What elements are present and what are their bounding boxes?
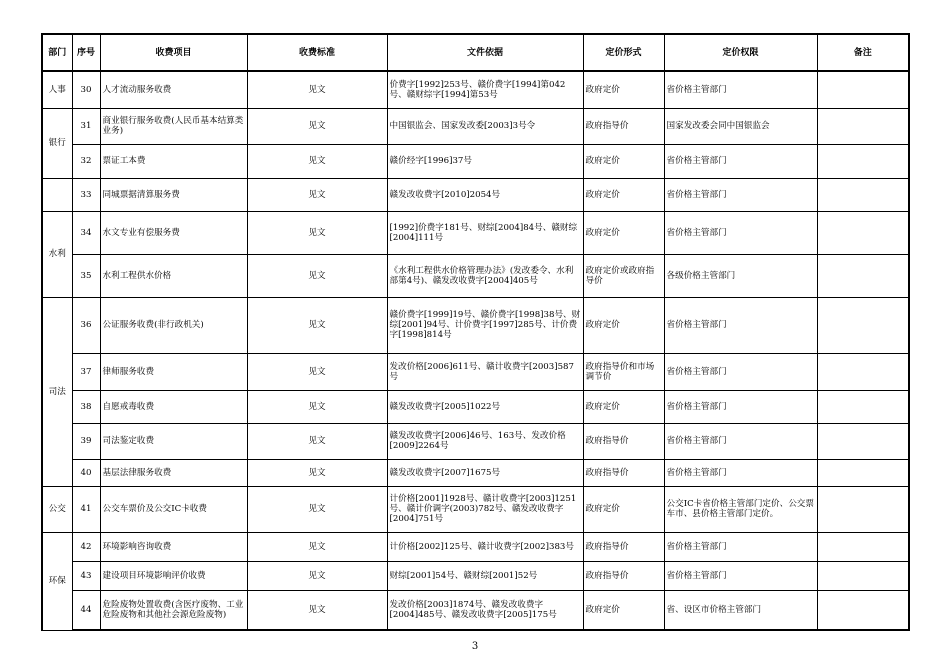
no-cell: 35 bbox=[72, 254, 100, 297]
std-cell: 见文 bbox=[247, 486, 387, 532]
std-cell: 见文 bbox=[247, 297, 387, 353]
dept-cell: 水利 bbox=[42, 211, 72, 297]
dept-cell bbox=[42, 178, 72, 211]
table-row bbox=[42, 459, 909, 486]
item-cell: 危险废物处置收费(含医疗废物、工业危险废物和其他社会源危险废物) bbox=[100, 590, 247, 630]
doc-cell: 中国银监会、国家发改委[2003]3号令 bbox=[387, 108, 583, 144]
note-cell bbox=[817, 561, 909, 590]
table-row bbox=[42, 297, 909, 353]
form-cell: 政府指导价 bbox=[583, 108, 664, 144]
std-cell: 见文 bbox=[247, 390, 387, 423]
header-note: 备注 bbox=[817, 34, 909, 71]
std-cell: 见文 bbox=[247, 71, 387, 108]
std-cell: 见文 bbox=[247, 178, 387, 211]
note-cell bbox=[817, 390, 909, 423]
header-item: 收费项目 bbox=[100, 34, 247, 71]
item-cell: 公证服务收费(非行政机关) bbox=[100, 297, 247, 353]
auth-cell: 省价格主管部门 bbox=[664, 211, 817, 254]
note-cell bbox=[817, 144, 909, 178]
std-cell: 见文 bbox=[247, 144, 387, 178]
form-cell: 政府定价 bbox=[583, 144, 664, 178]
item-cell: 建设项目环境影响评价收费 bbox=[100, 561, 247, 590]
header-auth: 定价权限 bbox=[664, 34, 817, 71]
header-doc: 文件依据 bbox=[387, 34, 583, 71]
no-cell: 42 bbox=[72, 532, 100, 561]
form-cell: 政府指导价 bbox=[583, 423, 664, 459]
table-row bbox=[42, 561, 909, 590]
auth-cell: 省价格主管部门 bbox=[664, 390, 817, 423]
std-cell: 见文 bbox=[247, 211, 387, 254]
doc-cell: 赣发改收费字[2010]2054号 bbox=[387, 178, 583, 211]
no-cell: 30 bbox=[72, 71, 100, 108]
note-cell bbox=[817, 71, 909, 108]
item-cell: 环境影响咨询收费 bbox=[100, 532, 247, 561]
no-cell: 37 bbox=[72, 353, 100, 390]
item-cell: 自愿戒毒收费 bbox=[100, 390, 247, 423]
item-cell: 律师服务收费 bbox=[100, 353, 247, 390]
dept-cell: 公交 bbox=[42, 486, 72, 532]
header-form: 定价形式 bbox=[583, 34, 664, 71]
std-cell: 见文 bbox=[247, 353, 387, 390]
item-cell: 人才流动服务收费 bbox=[100, 71, 247, 108]
table-row bbox=[42, 353, 909, 390]
table-row bbox=[42, 144, 909, 178]
note-cell bbox=[817, 178, 909, 211]
auth-cell: 国家发改委会同中国银监会 bbox=[664, 108, 817, 144]
no-cell: 44 bbox=[72, 590, 100, 630]
table-row bbox=[42, 532, 909, 561]
table-row bbox=[42, 423, 909, 459]
note-cell bbox=[817, 353, 909, 390]
auth-cell: 省价格主管部门 bbox=[664, 561, 817, 590]
header-dept: 部门 bbox=[42, 34, 72, 71]
form-cell: 政府定价或政府指导价 bbox=[583, 254, 664, 297]
item-cell: 基层法律服务收费 bbox=[100, 459, 247, 486]
note-cell bbox=[817, 108, 909, 144]
header-row bbox=[42, 34, 909, 71]
auth-cell: 省价格主管部门 bbox=[664, 71, 817, 108]
auth-cell: 省价格主管部门 bbox=[664, 459, 817, 486]
table-row bbox=[42, 590, 909, 630]
auth-cell: 省价格主管部门 bbox=[664, 353, 817, 390]
form-cell: 政府指导价 bbox=[583, 532, 664, 561]
table-row bbox=[42, 390, 909, 423]
table-row bbox=[42, 211, 909, 254]
form-cell: 政府定价 bbox=[583, 71, 664, 108]
table-row bbox=[42, 178, 909, 211]
note-cell bbox=[817, 459, 909, 486]
note-cell bbox=[817, 590, 909, 630]
dept-cell: 人事 bbox=[42, 71, 72, 108]
table-row bbox=[42, 71, 909, 108]
doc-cell: 赣价费字[1999]19号、赣价费字[1998]38号、财综[2001]94号、计价费字[1997]285号、计价费字[1998]814号 bbox=[387, 297, 583, 353]
no-cell: 43 bbox=[72, 561, 100, 590]
no-cell: 40 bbox=[72, 459, 100, 486]
auth-cell: 省价格主管部门 bbox=[664, 532, 817, 561]
note-cell bbox=[817, 532, 909, 561]
no-cell: 31 bbox=[72, 108, 100, 144]
no-cell: 41 bbox=[72, 486, 100, 532]
table-row bbox=[42, 254, 909, 297]
no-cell: 39 bbox=[72, 423, 100, 459]
std-cell: 见文 bbox=[247, 590, 387, 630]
doc-cell: [1992]价费字181号、财综[2004]84号、赣财综[2004]111号 bbox=[387, 211, 583, 254]
table-row bbox=[42, 108, 909, 144]
form-cell: 政府定价 bbox=[583, 178, 664, 211]
no-cell: 32 bbox=[72, 144, 100, 178]
note-cell bbox=[817, 211, 909, 254]
dept-cell: 银行 bbox=[42, 108, 72, 178]
std-cell: 见文 bbox=[247, 532, 387, 561]
doc-cell: 财综[2001]54号、赣财综[2001]52号 bbox=[387, 561, 583, 590]
std-cell: 见文 bbox=[247, 561, 387, 590]
auth-cell: 省、设区市价格主管部门 bbox=[664, 590, 817, 630]
no-cell: 33 bbox=[72, 178, 100, 211]
std-cell: 见文 bbox=[247, 423, 387, 459]
no-cell: 34 bbox=[72, 211, 100, 254]
form-cell: 政府定价 bbox=[583, 390, 664, 423]
no-cell: 36 bbox=[72, 297, 100, 353]
doc-cell: 价费字[1992]253号、赣价费字[1994]第042号、赣财综字[1994]第53号 bbox=[387, 71, 583, 108]
form-cell: 政府定价 bbox=[583, 297, 664, 353]
dept-cell: 司法 bbox=[42, 297, 72, 486]
item-cell: 水文专业有偿服务费 bbox=[100, 211, 247, 254]
auth-cell: 省价格主管部门 bbox=[664, 178, 817, 211]
item-cell: 同城票据清算服务费 bbox=[100, 178, 247, 211]
header-std: 收费标准 bbox=[247, 34, 387, 71]
item-cell: 票证工本费 bbox=[100, 144, 247, 178]
form-cell: 政府定价 bbox=[583, 211, 664, 254]
auth-cell: 各级价格主管部门 bbox=[664, 254, 817, 297]
doc-cell: 《水利工程供水价格管理办法》(发改委令、水利部第4号)、赣发改收费字[2004]405号 bbox=[387, 254, 583, 297]
form-cell: 政府定价 bbox=[583, 486, 664, 532]
form-cell: 政府指导价 bbox=[583, 561, 664, 590]
doc-cell: 赣价经字[1996]37号 bbox=[387, 144, 583, 178]
auth-cell: 省价格主管部门 bbox=[664, 144, 817, 178]
item-cell: 司法鉴定收费 bbox=[100, 423, 247, 459]
no-cell: 38 bbox=[72, 390, 100, 423]
form-cell: 政府定价 bbox=[583, 590, 664, 630]
item-cell: 水利工程供水价格 bbox=[100, 254, 247, 297]
auth-cell: 公交IC卡省价格主管部门定价、公交票车市、县价格主管部门定价。 bbox=[664, 486, 817, 532]
form-cell: 政府指导价 bbox=[583, 459, 664, 486]
doc-cell: 赣发改收费字[2005]1022号 bbox=[387, 390, 583, 423]
fee-table bbox=[41, 33, 910, 631]
table-row bbox=[42, 486, 909, 532]
note-cell bbox=[817, 297, 909, 353]
note-cell bbox=[817, 423, 909, 459]
std-cell: 见文 bbox=[247, 254, 387, 297]
form-cell: 政府指导价和市场调节价 bbox=[583, 353, 664, 390]
doc-cell: 赣发改收费字[2006]46号、163号、发改价格[2009]2264号 bbox=[387, 423, 583, 459]
dept-cell: 环保 bbox=[42, 532, 72, 630]
note-cell bbox=[817, 486, 909, 532]
std-cell: 见文 bbox=[247, 108, 387, 144]
note-cell bbox=[817, 254, 909, 297]
header-no: 序号 bbox=[72, 34, 100, 71]
doc-cell: 发改价格[2003]1874号、赣发改收费字[2004]485号、赣发改收费字[2005]175号 bbox=[387, 590, 583, 630]
doc-cell: 计价格[2002]125号、赣计收费字[2002]383号 bbox=[387, 532, 583, 561]
auth-cell: 省价格主管部门 bbox=[664, 423, 817, 459]
auth-cell: 省价格主管部门 bbox=[664, 297, 817, 353]
doc-cell: 计价格[2001]1928号、赣计收费字[2003]1251号、赣计价调字(2003)782号、赣发改收费字[2004]751号 bbox=[387, 486, 583, 532]
doc-cell: 发改价格[2006]611号、赣计收费字[2003]587号 bbox=[387, 353, 583, 390]
doc-cell: 赣发改收费字[2007]1675号 bbox=[387, 459, 583, 486]
page-number: 3 bbox=[471, 641, 479, 652]
item-cell: 公交车票价及公交IC卡收费 bbox=[100, 486, 247, 532]
std-cell: 见文 bbox=[247, 459, 387, 486]
item-cell: 商业银行服务收费(人民币基本结算类业务) bbox=[100, 108, 247, 144]
